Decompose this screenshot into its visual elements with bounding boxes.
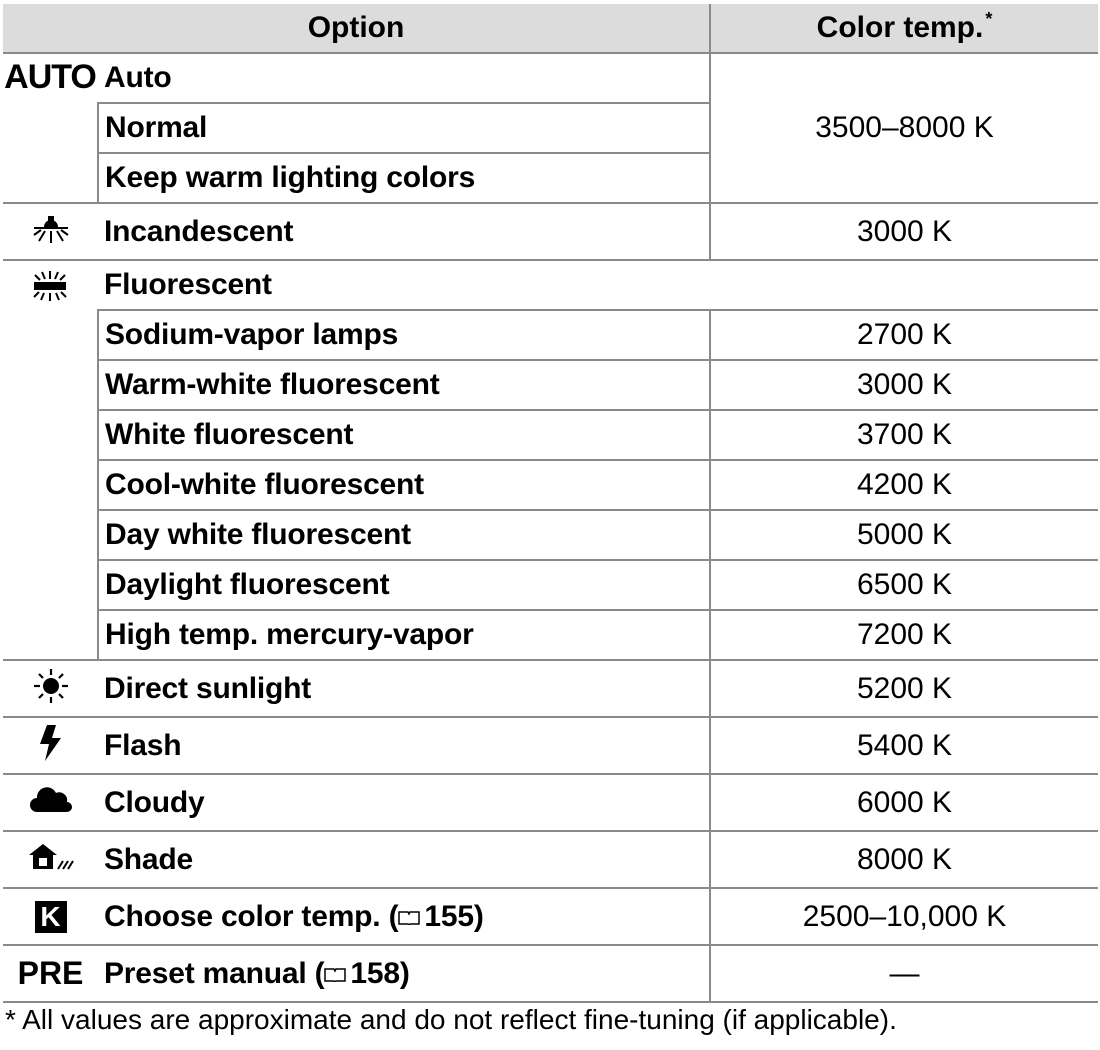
table-row	[3, 945, 1098, 1002]
color-temp-value: 6500 K	[710, 560, 1098, 610]
color-temp-value: 3500–8000 K	[710, 53, 1098, 203]
table-row	[3, 888, 1098, 945]
color-temp-value: 3000 K	[710, 203, 1098, 260]
table-row	[3, 203, 1098, 260]
table-row	[3, 460, 1098, 510]
color-temp-value: 6000 K	[710, 774, 1098, 831]
pre-icon: PRE	[3, 945, 98, 1002]
color-temp-value: 5200 K	[710, 660, 1098, 717]
color-temp-value: 3000 K	[710, 360, 1098, 410]
book-icon	[398, 910, 420, 925]
option-label: Sodium-vapor lamps	[98, 310, 710, 360]
table-row	[3, 774, 1098, 831]
color-temp-value: 3700 K	[710, 410, 1098, 460]
color-temp-value: 4200 K	[710, 460, 1098, 510]
option-label: Cloudy	[98, 774, 710, 831]
option-label: Cool-white fluorescent	[98, 460, 710, 510]
table-row	[3, 310, 1098, 360]
table-row	[3, 260, 1098, 310]
option-label: Fluorescent	[98, 260, 710, 310]
fluorescent-icon	[3, 260, 98, 660]
flash-icon	[3, 717, 98, 774]
color-temp-value: —	[710, 945, 1098, 1002]
option-label: Daylight fluorescent	[98, 560, 710, 610]
option-label: White fluorescent	[98, 410, 710, 460]
option-label: Incandescent	[98, 203, 710, 260]
footnote: * All values are approximate and do not reflect fine-tuning (if applicable).	[5, 1004, 897, 1035]
color-temp-value: 5000 K	[710, 510, 1098, 560]
incandescent-icon	[3, 203, 98, 260]
auto-icon: AUTO	[4, 58, 96, 96]
option-label: Preset manual ( 158)	[98, 945, 710, 1002]
color-temp-value: 8000 K	[710, 831, 1098, 888]
table-row	[3, 360, 1098, 410]
option-label: Day white fluorescent	[98, 510, 710, 560]
table-row	[3, 53, 1098, 103]
option-label: Choose color temp. ( 155)	[98, 888, 710, 945]
cloud-icon	[3, 774, 98, 831]
table-row	[3, 560, 1098, 610]
option-label: High temp. mercury-vapor	[98, 610, 710, 660]
sun-icon	[3, 660, 98, 717]
book-icon	[324, 967, 346, 982]
table-row	[3, 410, 1098, 460]
option-label: Keep warm lighting colors	[98, 153, 710, 203]
color-temp-value: 2500–10,000 K	[710, 888, 1098, 945]
option-label: Auto	[104, 61, 172, 94]
table-row	[3, 717, 1098, 774]
option-label: Direct sunlight	[98, 660, 710, 717]
table-header-row	[3, 4, 1098, 53]
color-temp-value: 2700 K	[710, 310, 1098, 360]
color-temp-value: 5400 K	[710, 717, 1098, 774]
table-row	[3, 610, 1098, 660]
shade-icon	[3, 831, 98, 888]
header-footnote-mark: *	[985, 9, 993, 29]
empty-cell	[710, 260, 1098, 310]
table-row	[3, 831, 1098, 888]
option-label: Flash	[98, 717, 710, 774]
option-label: Shade	[98, 831, 710, 888]
table-row	[3, 660, 1098, 717]
white-balance-table	[3, 4, 1098, 1003]
color-temp-value: 7200 K	[710, 610, 1098, 660]
table-row	[3, 510, 1098, 560]
option-label: Warm-white fluorescent	[98, 360, 710, 410]
option-label: Normal	[98, 103, 710, 153]
header-option: Option	[3, 4, 710, 53]
header-color-temp: Color temp. *	[710, 4, 1098, 53]
k-icon: K	[3, 888, 98, 945]
